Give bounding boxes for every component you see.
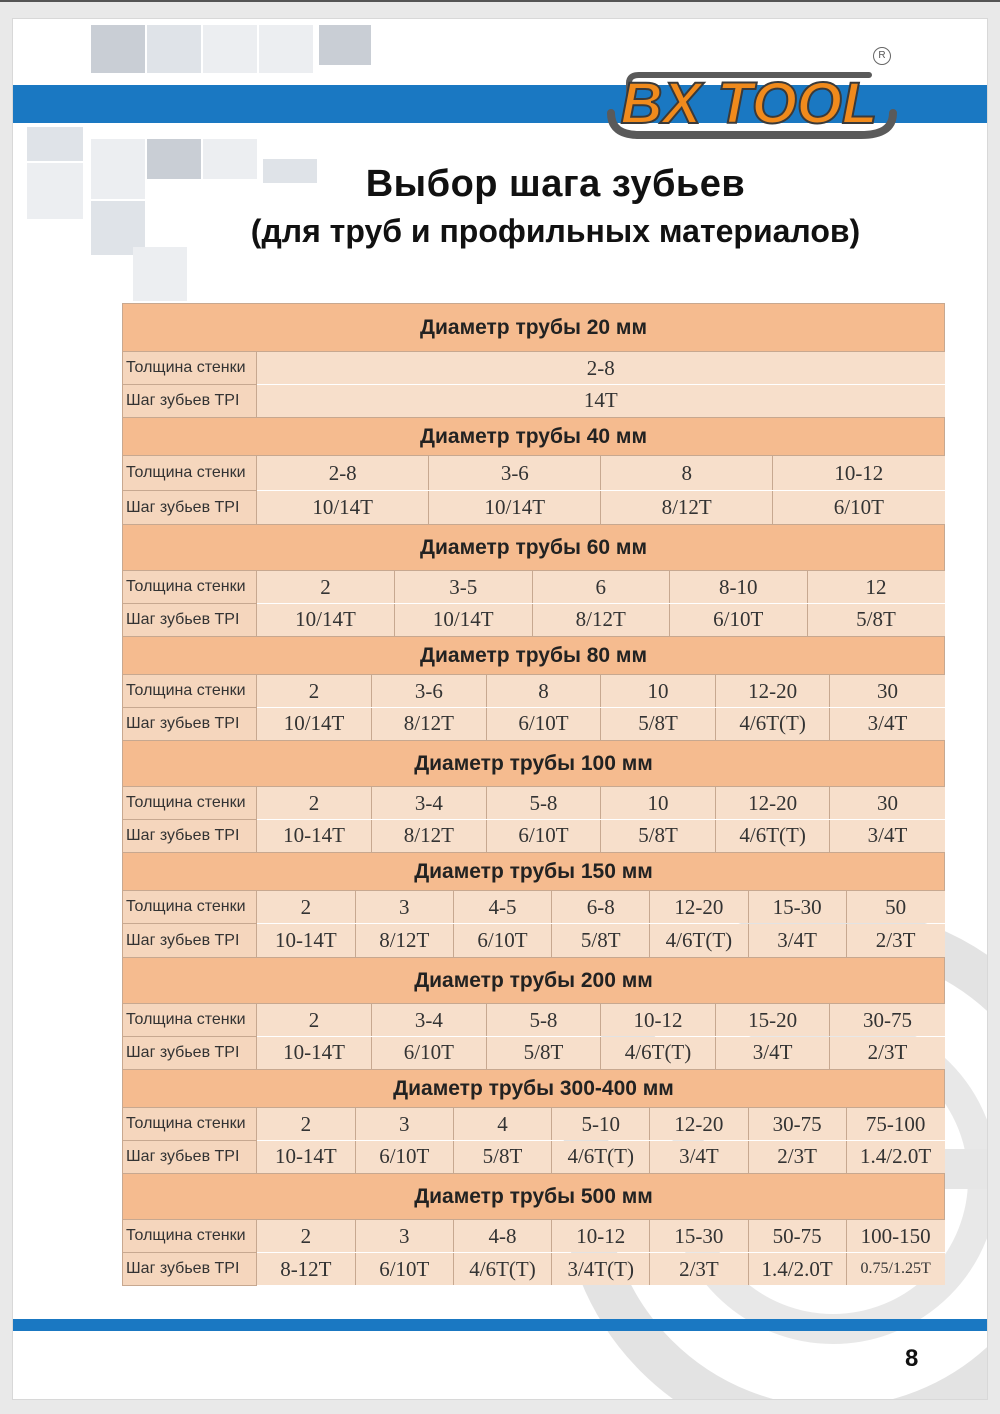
- thickness-value: 2: [257, 1004, 372, 1036]
- tpi-label: Шаг зубьев TPI: [123, 924, 257, 958]
- section-header-row: [123, 958, 945, 1004]
- thickness-value: 75-100: [846, 1108, 944, 1140]
- thickness-value: 8: [486, 675, 601, 707]
- thickness-value: 12-20: [715, 675, 830, 707]
- tpi-label: Шаг зубьев TPI: [123, 1141, 257, 1174]
- section-heading: Диаметр трубы 300-400 мм: [123, 1070, 945, 1108]
- tpi-value: 10/14T: [257, 604, 395, 636]
- decor-square: [259, 25, 313, 73]
- thickness-value: 5-8: [486, 1004, 601, 1036]
- thickness-label: Толщина стенки: [123, 891, 257, 924]
- tpi-label: Шаг зубьев TPI: [123, 1037, 257, 1070]
- thickness-value: 4-8: [453, 1220, 551, 1252]
- tpi-value: 6/10T: [486, 708, 601, 740]
- thickness-value: 100-150: [846, 1220, 944, 1252]
- thickness-value: 12-20: [650, 1108, 748, 1140]
- section-heading: Диаметр трубы 150 мм: [123, 853, 945, 891]
- tpi-value: 10/14T: [257, 708, 372, 740]
- page-title: Выбор шага зубьев: [365, 163, 746, 205]
- tpi-selection-table: [122, 303, 944, 1286]
- bx-tool-logo: [599, 53, 899, 145]
- tpi-value: 5/8T: [601, 820, 716, 852]
- thickness-value: 30: [830, 787, 945, 819]
- thickness-value: 30-75: [748, 1108, 846, 1140]
- tpi-row: [123, 1037, 945, 1070]
- tpi-value: 4/6T(T): [715, 708, 830, 740]
- section-heading: Диаметр трубы 100 мм: [123, 741, 945, 787]
- tpi-value: 10/14T: [395, 604, 533, 636]
- tpi-value: 4/6T(T): [453, 1253, 551, 1285]
- decor-square: [133, 247, 187, 301]
- decor-square: [27, 127, 83, 161]
- thickness-label: Толщина стенки: [123, 1220, 257, 1253]
- tpi-value: 6/10T: [773, 491, 945, 524]
- section-header-row: [123, 741, 945, 787]
- tpi-value: 6/10T: [355, 1253, 453, 1285]
- tpi-value: 3/4T: [715, 1037, 830, 1069]
- tpi-value: 3/4T: [748, 924, 846, 957]
- thickness-value: 6: [532, 571, 670, 603]
- tpi-value: 2/3T: [846, 924, 944, 957]
- thickness-value: 15-20: [715, 1004, 830, 1036]
- thickness-value: 2: [257, 571, 395, 603]
- tpi-value: 1.4/2.0T: [748, 1253, 846, 1285]
- section-header-row: [123, 853, 945, 891]
- section-heading: Диаметр трубы 20 мм: [123, 304, 945, 352]
- tpi-label: Шаг зубьев TPI: [123, 708, 257, 741]
- tpi-value: 6/10T: [670, 604, 808, 636]
- thickness-value: 50: [846, 891, 944, 923]
- section-header-row: [123, 418, 945, 456]
- tpi-value: 6/10T: [486, 820, 601, 852]
- thickness-value: 12: [807, 571, 945, 603]
- section-header-row: [123, 1174, 945, 1220]
- thickness-row: [123, 675, 945, 708]
- thickness-value: 10-12: [552, 1220, 650, 1252]
- thickness-label: Толщина стенки: [123, 571, 257, 604]
- decor-square: [147, 25, 201, 73]
- tpi-value: 0.75/1.25T: [846, 1253, 944, 1285]
- section-heading: Диаметр трубы 60 мм: [123, 525, 945, 571]
- thickness-row: [123, 571, 945, 604]
- brand-name: BX TOOL: [620, 71, 878, 136]
- decor-square: [203, 25, 257, 73]
- thickness-row: [123, 1108, 945, 1141]
- tpi-label: Шаг зубьев TPI: [123, 820, 257, 853]
- thickness-value: 12-20: [715, 787, 830, 819]
- tpi-value: 4/6T(T): [650, 924, 748, 957]
- tpi-value: 8/12T: [372, 708, 487, 740]
- tpi-label: Шаг зубьев TPI: [123, 385, 257, 418]
- decor-square: [319, 25, 371, 65]
- page-number: 8: [905, 1345, 919, 1372]
- tpi-value: 4/6T(T): [552, 1141, 650, 1173]
- tpi-value: 5/8T: [552, 924, 650, 957]
- tpi-value: 6/10T: [355, 1141, 453, 1173]
- tpi-value: 10-14T: [257, 924, 355, 957]
- tpi-value: 14T: [257, 385, 945, 417]
- thickness-value: 2: [257, 1108, 355, 1140]
- tpi-value: 10-14T: [257, 1141, 355, 1173]
- thickness-value: 2: [257, 675, 372, 707]
- tpi-value: 5/8T: [453, 1141, 551, 1173]
- thickness-value: 3: [355, 1220, 453, 1252]
- thickness-label: Толщина стенки: [123, 787, 257, 820]
- tpi-value: 3/4T: [830, 708, 945, 740]
- thickness-value: 3-4: [372, 787, 487, 819]
- tpi-value: 5/8T: [807, 604, 945, 636]
- tpi-value: 5/8T: [601, 708, 716, 740]
- thickness-row: [123, 1220, 945, 1253]
- thickness-row: [123, 1004, 945, 1037]
- thickness-value: 50-75: [748, 1220, 846, 1252]
- tpi-value: 6/10T: [453, 924, 551, 957]
- thickness-value: 4: [453, 1108, 551, 1140]
- tpi-row: [123, 1141, 945, 1174]
- thickness-value: 5-8: [486, 787, 601, 819]
- thickness-value: 10-12: [601, 1004, 716, 1036]
- tpi-value: 10/14T: [429, 491, 601, 524]
- section-header-row: [123, 1070, 945, 1108]
- catalog-page: [12, 18, 988, 1400]
- tpi-value: 3/4T: [830, 820, 945, 852]
- decor-square: [91, 25, 145, 73]
- registered-mark: R: [873, 47, 891, 65]
- thickness-value: 15-30: [748, 891, 846, 923]
- thickness-value: 10-12: [773, 456, 945, 490]
- thickness-row: [123, 891, 945, 924]
- tpi-value: 4/6T(T): [715, 820, 830, 852]
- thickness-value: 4-5: [453, 891, 551, 923]
- tpi-value: 8/12T: [601, 491, 773, 524]
- tpi-value: 10-14T: [257, 1037, 372, 1069]
- thickness-row: [123, 456, 945, 491]
- thickness-value: 3-4: [372, 1004, 487, 1036]
- tpi-row: [123, 491, 945, 525]
- tpi-value: 2/3T: [830, 1037, 945, 1069]
- tpi-label: Шаг зубьев TPI: [123, 604, 257, 637]
- thickness-row: [123, 352, 945, 385]
- thickness-value: 8-10: [670, 571, 808, 603]
- tpi-value: 10-14T: [257, 820, 372, 852]
- tpi-value: 8/12T: [372, 820, 487, 852]
- thickness-value: 3-6: [429, 456, 601, 490]
- thickness-value: 2: [257, 787, 372, 819]
- thickness-value: 3-6: [372, 675, 487, 707]
- tpi-value: 6/10T: [372, 1037, 487, 1069]
- thickness-value: 12-20: [650, 891, 748, 923]
- thickness-value: 2: [257, 891, 355, 923]
- thickness-value: 3-5: [395, 571, 533, 603]
- tpi-value: 8/12T: [355, 924, 453, 957]
- page-subtitle: (для труб и профильных материалов): [250, 213, 861, 249]
- section-heading: Диаметр трубы 80 мм: [123, 637, 945, 675]
- thickness-value: 5-10: [552, 1108, 650, 1140]
- top-border-line: [0, 0, 1000, 2]
- thickness-value: 8: [601, 456, 773, 490]
- thickness-label: Толщина стенки: [123, 1004, 257, 1037]
- tpi-label: Шаг зубьев TPI: [123, 1253, 257, 1286]
- tpi-row: [123, 924, 945, 958]
- tpi-row: [123, 820, 945, 853]
- thickness-value: 15-30: [650, 1220, 748, 1252]
- thickness-label: Толщина стенки: [123, 352, 257, 385]
- tpi-row: [123, 708, 945, 741]
- tpi-value: 5/8T: [486, 1037, 601, 1069]
- thickness-value: 30: [830, 675, 945, 707]
- tpi-value: 10/14T: [257, 491, 429, 524]
- section-header-row: [123, 304, 945, 352]
- section-header-row: [123, 525, 945, 571]
- thickness-value: 3: [355, 891, 453, 923]
- section-heading: Диаметр трубы 200 мм: [123, 958, 945, 1004]
- thickness-value: 10: [601, 675, 716, 707]
- thickness-label: Толщина стенки: [123, 1108, 257, 1141]
- bottom-blue-band: [13, 1319, 987, 1331]
- thickness-value: 3: [355, 1108, 453, 1140]
- tpi-row: [123, 385, 945, 418]
- tpi-row: [123, 1253, 945, 1286]
- thickness-value: 10: [601, 787, 716, 819]
- tpi-row: [123, 604, 945, 637]
- thickness-row: [123, 787, 945, 820]
- thickness-value: 6-8: [552, 891, 650, 923]
- tpi-value: 8-12T: [257, 1253, 355, 1285]
- tpi-value: 4/6T(T): [601, 1037, 716, 1069]
- thickness-label: Толщина стенки: [123, 456, 257, 491]
- tpi-value: 3/4T(T): [552, 1253, 650, 1285]
- section-heading: Диаметр трубы 40 мм: [123, 418, 945, 456]
- thickness-value: 2-8: [257, 352, 945, 384]
- thickness-value: 2-8: [257, 456, 429, 490]
- tpi-value: 3/4T: [650, 1141, 748, 1173]
- tpi-value: 2/3T: [748, 1141, 846, 1173]
- section-heading: Диаметр трубы 500 мм: [123, 1174, 945, 1220]
- tpi-value: 8/12T: [532, 604, 670, 636]
- thickness-label: Толщина стенки: [123, 675, 257, 708]
- tpi-value: 1.4/2.0T: [846, 1141, 944, 1173]
- tpi-value: 2/3T: [650, 1253, 748, 1285]
- tpi-label: Шаг зубьев TPI: [123, 491, 257, 525]
- section-header-row: [123, 637, 945, 675]
- thickness-value: 30-75: [830, 1004, 945, 1036]
- thickness-value: 2: [257, 1220, 355, 1252]
